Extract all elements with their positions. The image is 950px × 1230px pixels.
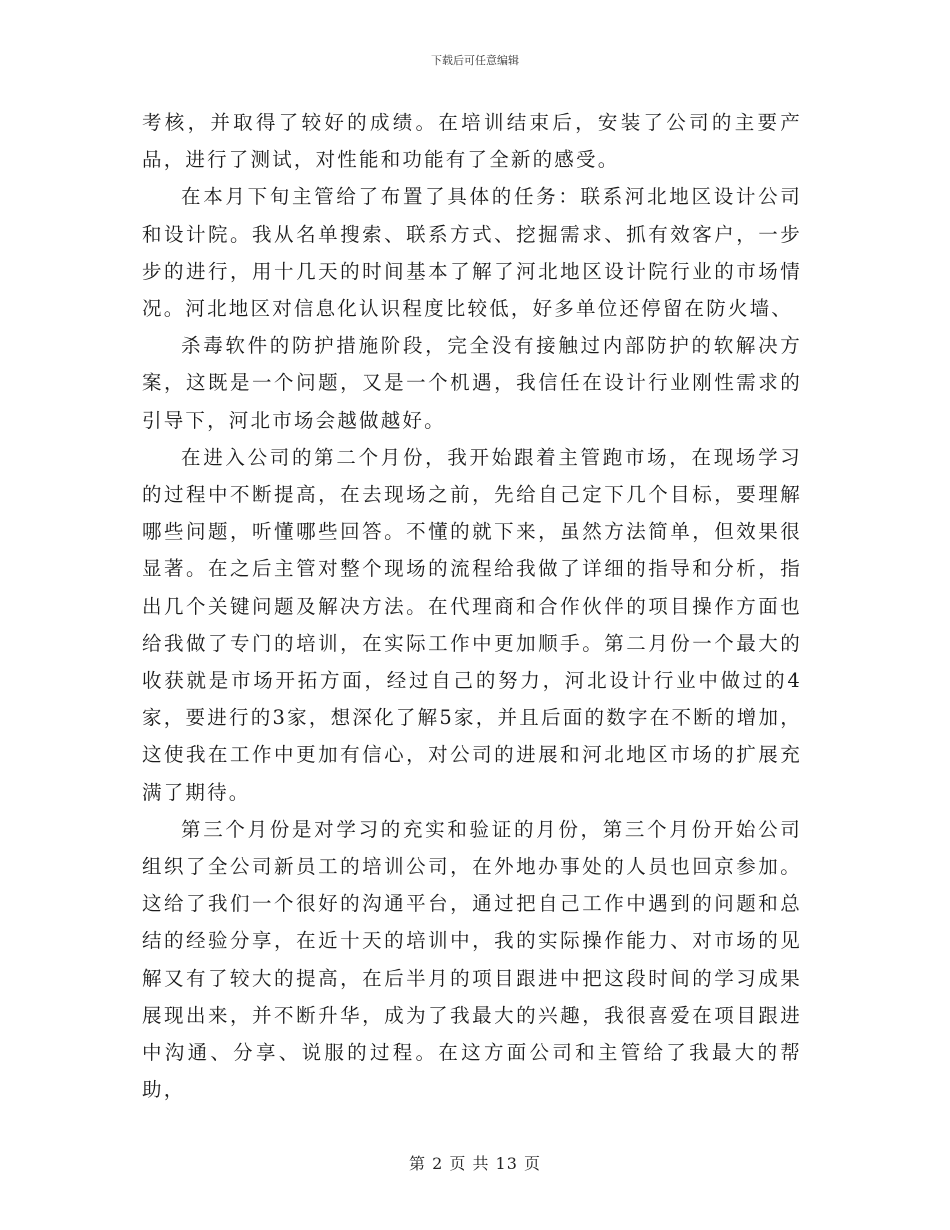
paragraph-1: 考核，并取得了较好的成绩。在培训结束后，安装了公司的主要产品，进行了测试，对性能和功能有了全新的感受。 bbox=[142, 111, 802, 172]
paragraph-5: 第三个月份是对学习的充实和验证的月份，第三个月份开始公司组织了全公司新员工的培训公司，在外地办事处的人员也回京参加。这给了我们一个很好的沟通平台，通过把自己工作中遇到的问题和总结的经验分享，在近十天的培训中，我的实际操作能力、对市场的见解又有了较大的提高，在后半月的项目跟进中把这段时间的学习成果展现出来，并不断升华，成为了我最大的兴趣，我很喜爱在项目跟进中沟通、分享、说服的过程。在这方面公司和主管给了我最大的帮助， bbox=[142, 817, 802, 1102]
paragraph-3: 杀毒软件的防护措施阶段，完全没有接触过内部防护的软解决方案，这既是一个问题，又是一个机遇，我信任在设计行业刚性需求的引导下，河北市场会越做越好。 bbox=[142, 334, 802, 432]
page-header: 下载后可任意编辑 bbox=[431, 54, 519, 67]
page-footer: 第 2 页 共 13 页 bbox=[409, 1154, 541, 1173]
paragraph-4: 在进入公司的第二个月份，我开始跟着主管跑市场，在现场学习的过程中不断提高，在去现场之前，先给自己定下几个目标，要理解哪些问题，听懂哪些回答。不懂的就下来，虽然方法简单，但效果很显著。在之后主管对整个现场的流程给我做了详细的指导和分析，指出几个关键问题及解决方法。在代理商和合作伙伴的项目操作方面也给我做了专门的培训，在实际工作中更加顺手。第二月份一个最大的收获就是市场开拓方面，经过自己的努力，河北设计行业中做过的4家，要进行的3家，想深化了解5家，并且后面的数字在不断的增加，这使我在工作中更加有信心，对公司的进展和河北地区市场的扩展充满了期待。 bbox=[142, 445, 802, 804]
paragraph-2: 在本月下旬主管给了布置了具体的任务：联系河北地区设计公司和设计院。我从名单搜索、联系方式、挖掘需求、抓有效客户，一步步的进行，用十几天的时间基本了解了河北地区设计院行业的市场情况。河北地区对信息化认识程度比较低，好多单位还停留在防火墙、 bbox=[142, 185, 802, 321]
document-body bbox=[142, 104, 802, 1108]
